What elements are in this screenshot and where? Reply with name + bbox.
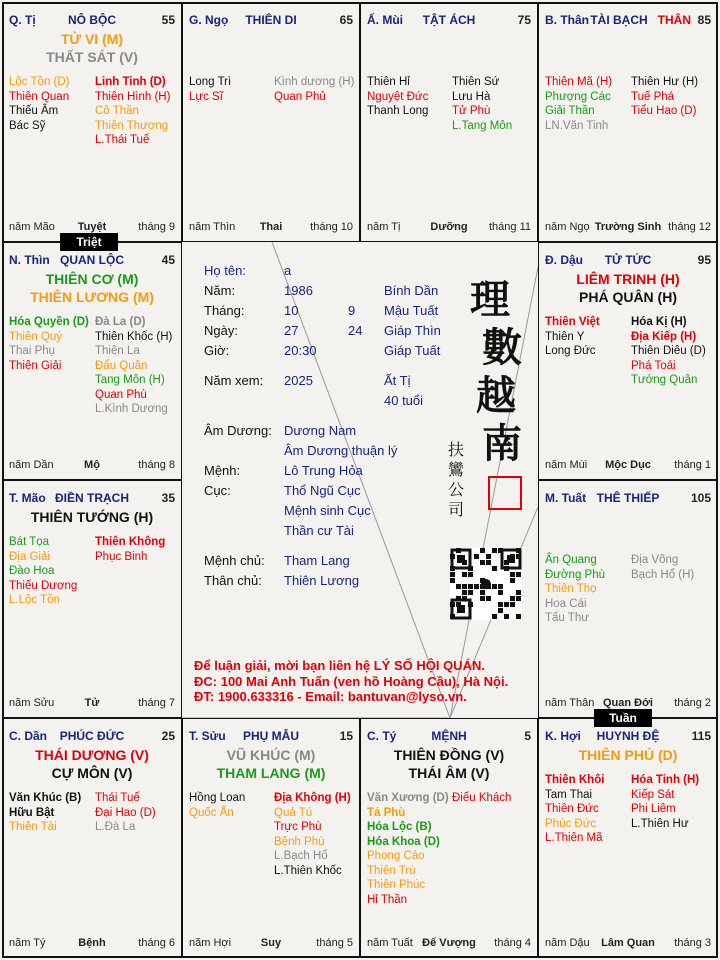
minor-star: L.Bạch Hổ: [274, 850, 328, 862]
label-ho-ten: Họ tên:: [204, 263, 246, 278]
footer-month: tháng 11: [488, 221, 531, 233]
minor-star: Thiên Thương: [95, 119, 169, 132]
main-star: LIÊM TRINH (H): [576, 271, 680, 287]
palace-footer: [9, 697, 175, 711]
value-gio-can-chi: Giáp Tuất: [384, 343, 441, 358]
footer-year: năm Hợi: [189, 937, 232, 949]
footer-year: năm Tuất: [367, 937, 413, 949]
minor-star: Hữu Bật: [9, 806, 55, 819]
value-am-duong: Dương Nam: [284, 423, 357, 438]
star-list-left: [9, 535, 77, 608]
footer-month: tháng 6: [138, 937, 175, 949]
palace-number: 35: [161, 491, 175, 505]
minor-star: Phúc Đức: [545, 817, 597, 830]
star-list-right: [95, 535, 165, 564]
footer-stage: Mộ: [84, 459, 100, 471]
palace-number: 45: [161, 253, 175, 267]
palace-number: 105: [690, 491, 711, 505]
main-star: THÁI ÂM (V): [408, 765, 490, 781]
footer-year: năm Tị: [367, 221, 401, 233]
label-gio: Giờ:: [204, 343, 230, 358]
than-marker: THÂN: [657, 13, 691, 27]
palace-branch: B. Thân: [545, 13, 589, 27]
value-thang: 10: [284, 303, 299, 318]
footer-stage: Tử: [84, 697, 100, 709]
palace-name: TÀI BẠCH: [590, 13, 648, 27]
star-list-right: [95, 75, 170, 148]
minor-star: Thiên Diêu (D): [631, 345, 706, 357]
contact-line-1: Để luận giải, mời bạn liên hệ LÝ SỐ HỘI QUÁN.: [194, 658, 485, 673]
minor-star: Thiên Hư (H): [631, 76, 699, 88]
triet-tag: Triệt: [60, 233, 118, 251]
minor-star: L.Thiên Khốc: [274, 864, 342, 877]
star-list-right: [631, 773, 699, 831]
palace-branch: Q. Tị: [9, 13, 36, 27]
value-cuc-2: Mệnh sinh Cục: [284, 503, 371, 518]
footer-month: tháng 2: [674, 697, 711, 709]
tuan-tag: Tuần: [594, 709, 652, 727]
footer-month: tháng 8: [138, 459, 175, 471]
minor-star: Quả Tú: [274, 806, 313, 819]
minor-star: Lưu Hà: [452, 90, 491, 103]
footer-month: tháng 12: [668, 221, 711, 233]
label-nam: Năm:: [204, 283, 236, 298]
star-list-left: [367, 75, 428, 119]
palace-branch: Ấ. Mùi: [367, 13, 403, 27]
palace-name: QUAN LỘC: [60, 253, 124, 267]
minor-star: Phục Binh: [95, 550, 148, 563]
star-list-right: [274, 791, 351, 878]
minor-star: Thiên Tài: [9, 821, 57, 833]
minor-star: L.Tang Môn: [452, 119, 513, 132]
palace-footer: [367, 221, 531, 235]
palace-cell-tuat: [538, 480, 718, 718]
minor-star: Phượng Các: [545, 90, 611, 103]
minor-star: LN.Văn Tinh: [545, 119, 609, 132]
minor-star: L.Kình Dương: [95, 403, 168, 415]
minor-star: Hóa Tinh (H): [631, 774, 700, 786]
palace-branch: K. Hợi: [545, 729, 581, 743]
palace-footer: [545, 459, 711, 473]
label-menh: Mệnh:: [204, 463, 241, 478]
minor-star: L.Lộc Tồn: [9, 594, 60, 606]
footer-month: tháng 7: [138, 697, 175, 709]
star-list-left: [545, 773, 604, 846]
minor-star: Đẩu Quân: [95, 359, 148, 372]
palace-cell-ty: [360, 718, 538, 958]
minor-star: Địa Không (H): [274, 792, 351, 804]
main-star: THIÊN ĐỒNG (V): [393, 747, 505, 763]
main-star: PHÁ QUÂN (H): [579, 289, 677, 305]
footer-year: năm Dần: [9, 459, 54, 471]
value-menh-chu: Tham Lang: [284, 553, 350, 568]
contact-block: [194, 658, 508, 705]
calligraphy-char-3: 越: [476, 372, 516, 419]
minor-star: Thiếu Âm: [9, 105, 59, 117]
star-list-right: [452, 75, 512, 133]
minor-star: Kiếp Sát: [631, 788, 675, 801]
minor-star: Thiên Hình (H): [95, 90, 171, 103]
palace-cell-than: [538, 2, 718, 242]
palace-header: [9, 13, 175, 29]
palace-number: 85: [697, 13, 711, 27]
footer-year: năm Sửu: [9, 697, 55, 709]
palace-header: [9, 729, 175, 745]
footer-stage: Suy: [260, 937, 282, 949]
label-menh-chu: Mệnh chủ:: [204, 553, 265, 568]
minor-star: Linh Tinh (D): [95, 76, 166, 88]
footer-year: năm Ngọ: [545, 221, 590, 233]
palace-branch: M. Tuất: [545, 491, 587, 505]
contact-line-3: ĐT: 1900.633316 - Email: bantuvan@lyso.vn.: [194, 689, 467, 704]
palace-cell-dau: [538, 242, 718, 480]
minor-star: Hỉ Thần: [367, 893, 408, 906]
minor-star: Đại Hao (D): [95, 806, 156, 819]
star-list-right: [95, 791, 156, 835]
minor-star: Trực Phù: [274, 821, 322, 833]
minor-star: Thiên Khốc (H): [95, 330, 173, 343]
value-menh: Lô Trung Hỏa: [284, 463, 363, 478]
palace-branch: T. Mão: [9, 491, 46, 505]
footer-month: tháng 1: [674, 459, 711, 471]
palace-number: 65: [339, 13, 353, 27]
value-nam-can-chi: Bính Dần: [384, 283, 439, 298]
value-ngay: 27: [284, 323, 299, 338]
star-list-left: [367, 791, 449, 907]
palace-header: [545, 253, 711, 269]
footer-month: tháng 10: [310, 221, 353, 233]
palace-header: [9, 253, 175, 269]
minor-star: Hóa Kị (H): [631, 316, 687, 328]
palace-cell-mui: [360, 2, 538, 242]
minor-star: Nguyệt Đức: [367, 90, 429, 103]
minor-star: Thiên Mã (H): [545, 76, 613, 88]
palace-number: 5: [524, 729, 531, 743]
palace-branch: C. Tý: [367, 729, 397, 743]
value-ngay-can-chi: Giáp Thìn: [384, 323, 441, 338]
label-am-duong: Âm Dương:: [204, 423, 272, 438]
main-star: TỬ VI (M): [60, 31, 124, 47]
palace-header: [9, 491, 175, 507]
main-star: THIÊN PHỦ (D): [578, 747, 678, 763]
minor-star: Bệnh Phù: [274, 835, 325, 848]
minor-star: Hóa Quyền (D): [9, 316, 89, 328]
star-list-right: [95, 315, 172, 417]
star-list-left: [9, 791, 81, 835]
minor-star: Kình dương (H): [274, 76, 355, 88]
palace-number: 115: [691, 729, 711, 743]
minor-star: Tam Thai: [545, 788, 593, 801]
minor-star: Thiên Y: [545, 330, 585, 343]
footer-year: năm Mùi: [545, 459, 588, 471]
minor-star: L.Thái Tuế: [95, 134, 150, 146]
palace-name: PHỤ MẪU: [243, 729, 299, 743]
small-calligraphy: 扶鸞公司: [448, 440, 465, 519]
palace-branch: T. Sửu: [189, 729, 226, 743]
minor-star: Phi Liêm: [631, 803, 676, 815]
palace-cell-suu: [182, 718, 360, 958]
palace-header: [367, 13, 531, 29]
minor-star: L.Thiên Mã: [545, 832, 603, 844]
minor-star: Long Trì: [189, 76, 232, 88]
minor-star: Tiểu Hao (D): [631, 105, 697, 117]
footer-stage: Đế Vượng: [422, 937, 476, 949]
palace-name: ĐIỀN TRẠCH: [55, 491, 129, 505]
palace-header: [367, 729, 531, 745]
minor-star: Tướng Quân: [631, 374, 698, 386]
footer-month: tháng 4: [494, 937, 531, 949]
calligraphy-char-4: 南: [482, 420, 522, 467]
minor-star: L.Thiên Hư: [631, 817, 689, 830]
footer-month: tháng 5: [316, 937, 353, 949]
minor-star: Hoa Cái: [545, 597, 587, 610]
minor-star: Thiên Giải: [9, 359, 62, 372]
palace-footer: [9, 937, 175, 951]
minor-star: Hóa Khoa (D): [367, 835, 440, 848]
contact-line-2: ĐC: 100 Mai Anh Tuấn (ven hồ Hoàng Cầu), Hà Nội.: [194, 673, 509, 689]
footer-year: năm Thân: [545, 697, 595, 709]
minor-star: Văn Xương (D): [367, 792, 449, 804]
star-list-right: [631, 75, 698, 119]
main-star: VŨ KHÚC (M): [226, 747, 316, 763]
minor-star: L.Đà La: [95, 821, 136, 833]
star-list-left: [189, 75, 231, 104]
main-star: THẤT SÁT (V): [46, 49, 138, 65]
minor-star: Thiên Thọ: [545, 583, 597, 595]
minor-star: Địa Giải: [9, 550, 50, 563]
minor-star: Tử Phù: [452, 105, 491, 117]
palace-number: 55: [161, 13, 175, 27]
main-star: THAM LANG (M): [216, 765, 326, 781]
label-nam-xem: Năm xem:: [204, 373, 264, 388]
palace-footer: [367, 937, 531, 951]
minor-star: Tả Phù: [367, 806, 406, 819]
minor-star: Thiên Trù: [367, 864, 416, 877]
palace-cell-hoi: [538, 718, 718, 958]
calligraphy-char-1: 理: [470, 276, 510, 323]
minor-star: Thiên Quan: [9, 90, 70, 103]
value-ho-ten: a: [284, 263, 292, 278]
minor-star: Thiên Đức: [545, 803, 599, 815]
footer-stage: Tuyệt: [77, 221, 107, 233]
value-than-chu: Thiên Lương: [284, 573, 360, 588]
palace-branch: C. Dần: [9, 729, 48, 743]
minor-star: Bát Tọa: [9, 536, 50, 548]
minor-star: Điếu Khách: [452, 792, 512, 804]
footer-stage: Trường Sinh: [594, 221, 662, 233]
label-than-chu: Thân chủ:: [204, 573, 262, 588]
minor-star: Phong Cáo: [367, 850, 425, 862]
minor-star: Thiên Phúc: [367, 879, 426, 891]
minor-star: Bác Sỹ: [9, 119, 46, 132]
minor-star: Đường Phù: [545, 568, 605, 581]
palace-branch: N. Thìn: [9, 253, 50, 267]
minor-star: Thanh Long: [367, 105, 429, 117]
minor-star: Văn Khúc (B): [9, 792, 82, 804]
main-star: THIÊN TƯỚNG (H): [30, 509, 154, 525]
palace-footer: [545, 221, 711, 235]
palace-header: [545, 13, 711, 29]
value-nam-xem: 2025: [284, 373, 313, 388]
palace-number: 95: [697, 253, 711, 267]
minor-star: Lộc Tồn (D): [9, 76, 70, 88]
palace-name: THIÊN DI: [245, 13, 297, 27]
palace-name: THÊ THIẾP: [596, 491, 660, 505]
footer-stage: Bệnh: [78, 937, 106, 949]
minor-star: Cô Thần: [95, 105, 139, 117]
main-star: THÁI DƯƠNG (V): [35, 747, 149, 763]
palace-footer: [189, 937, 353, 951]
palace-cell-ngo: [182, 2, 360, 242]
value-am-duong-2: Âm Dương thuận lý: [284, 443, 398, 458]
label-ngay: Ngày:: [204, 323, 238, 338]
footer-stage: Mộc Dục: [605, 459, 651, 471]
star-list-left: [9, 315, 89, 373]
minor-star: Tuế Phá: [631, 90, 675, 103]
palace-name: MỆNH: [431, 729, 467, 743]
palace-name: TẬT ÁCH: [422, 13, 476, 27]
value-nam-xem-can-chi: Ất Tị: [384, 373, 411, 388]
minor-star: Thiên Hỉ: [367, 76, 410, 88]
minor-star: Đào Hoa: [9, 565, 55, 577]
minor-star: Quan Phù: [95, 388, 147, 401]
palace-footer: [545, 937, 711, 951]
minor-star: Giải Thần: [545, 105, 595, 117]
minor-star: Địa Kiếp (H): [631, 330, 697, 343]
minor-star: Thai Phụ: [9, 345, 56, 357]
star-list-left: [189, 791, 245, 820]
minor-star: Tấu Thư: [545, 612, 589, 624]
footer-year: năm Dậu: [545, 937, 590, 949]
minor-star: Thiên Quý: [9, 330, 63, 343]
palace-number: 15: [339, 729, 353, 743]
palace-cell-thin: [2, 242, 182, 480]
qr-code: [450, 548, 522, 620]
red-seal-stamp: [488, 476, 522, 510]
value-nam: 1986: [284, 283, 313, 298]
value-gio: 20:30: [284, 343, 317, 358]
minor-star: Thiên Khôi: [545, 774, 605, 786]
footer-stage: Dưỡng: [430, 221, 468, 233]
minor-star: Phá Toái: [631, 359, 676, 372]
star-list-left: [545, 315, 600, 359]
minor-star: Hồng Loan: [189, 792, 246, 804]
palace-name: PHÚC ĐỨC: [59, 729, 125, 743]
minor-star: Thiếu Dương: [9, 579, 78, 592]
palace-cell-mao: [2, 480, 182, 718]
minor-star: Hóa Lộc (B): [367, 821, 432, 833]
footer-month: tháng 3: [674, 937, 711, 949]
star-list-right: [274, 75, 354, 104]
footer-stage: Quan Đới: [603, 697, 653, 709]
main-star: THIÊN CƠ (M): [45, 271, 139, 287]
minor-star: Bạch Hổ (H): [631, 568, 695, 581]
palace-branch: Đ. Dậu: [545, 253, 584, 267]
minor-star: Ân Quang: [545, 554, 597, 566]
star-list-left: [545, 75, 612, 133]
main-star: CỰ MÔN (V): [51, 765, 133, 781]
star-list-left: [9, 75, 70, 133]
palace-cell-ty_i: [2, 2, 182, 242]
minor-star: Quan Phủ: [274, 90, 326, 103]
minor-star: Địa Võng: [631, 554, 679, 566]
star-list-left: [545, 553, 605, 626]
value-thang-can-chi: Mậu Tuất: [384, 303, 439, 318]
calligraphy-char-2: 數: [482, 324, 522, 371]
minor-star: Thiên Sứ: [452, 76, 500, 88]
footer-year: năm Tý: [9, 937, 46, 949]
value-tuoi: 40 tuổi: [384, 393, 424, 408]
star-list-right: [631, 315, 706, 388]
value-cuc-3: Thần cư Tài: [284, 523, 354, 538]
minor-star: Lực Sĩ: [189, 90, 223, 103]
footer-stage: Thai: [259, 221, 283, 233]
minor-star: Đà La (D): [95, 316, 146, 328]
minor-star: Tang Môn (H): [95, 374, 165, 386]
minor-star: Thiên Việt: [545, 316, 600, 328]
palace-branch: G. Ngọ: [189, 13, 229, 27]
palace-header: [189, 729, 353, 745]
palace-number: 75: [517, 13, 531, 27]
palace-footer: [189, 221, 353, 235]
palace-footer: [9, 459, 175, 473]
value-ngay-am: 24: [348, 323, 363, 338]
minor-star: Thiên Không: [95, 536, 166, 548]
minor-star: Long Đức: [545, 345, 596, 357]
minor-star: Thiên La: [95, 345, 140, 357]
star-list-right: [631, 553, 694, 582]
label-cuc: Cục:: [204, 483, 231, 498]
palace-name: NÔ BỘC: [68, 13, 116, 27]
footer-year: năm Mão: [9, 221, 55, 233]
main-star: THIÊN LƯƠNG (M): [30, 289, 154, 305]
palace-header: [545, 729, 711, 745]
palace-cell-dan: [2, 718, 182, 958]
minor-star: Thái Tuế: [95, 792, 140, 804]
label-thang: Tháng:: [204, 303, 245, 318]
star-list-right: [452, 791, 511, 806]
minor-star: Quốc Ấn: [189, 806, 234, 819]
footer-month: tháng 9: [138, 221, 175, 233]
palace-name: HUYNH ĐỆ: [596, 729, 660, 743]
value-cuc: Thổ Ngũ Cục: [284, 483, 361, 498]
footer-stage: Lâm Quan: [601, 937, 655, 949]
palace-number: 25: [161, 729, 175, 743]
footer-year: năm Thìn: [189, 221, 236, 233]
palace-header: [189, 13, 353, 29]
palace-name: TỬ TỨC: [604, 253, 652, 267]
value-thang-am: 9: [348, 303, 356, 318]
palace-header: [545, 491, 711, 507]
